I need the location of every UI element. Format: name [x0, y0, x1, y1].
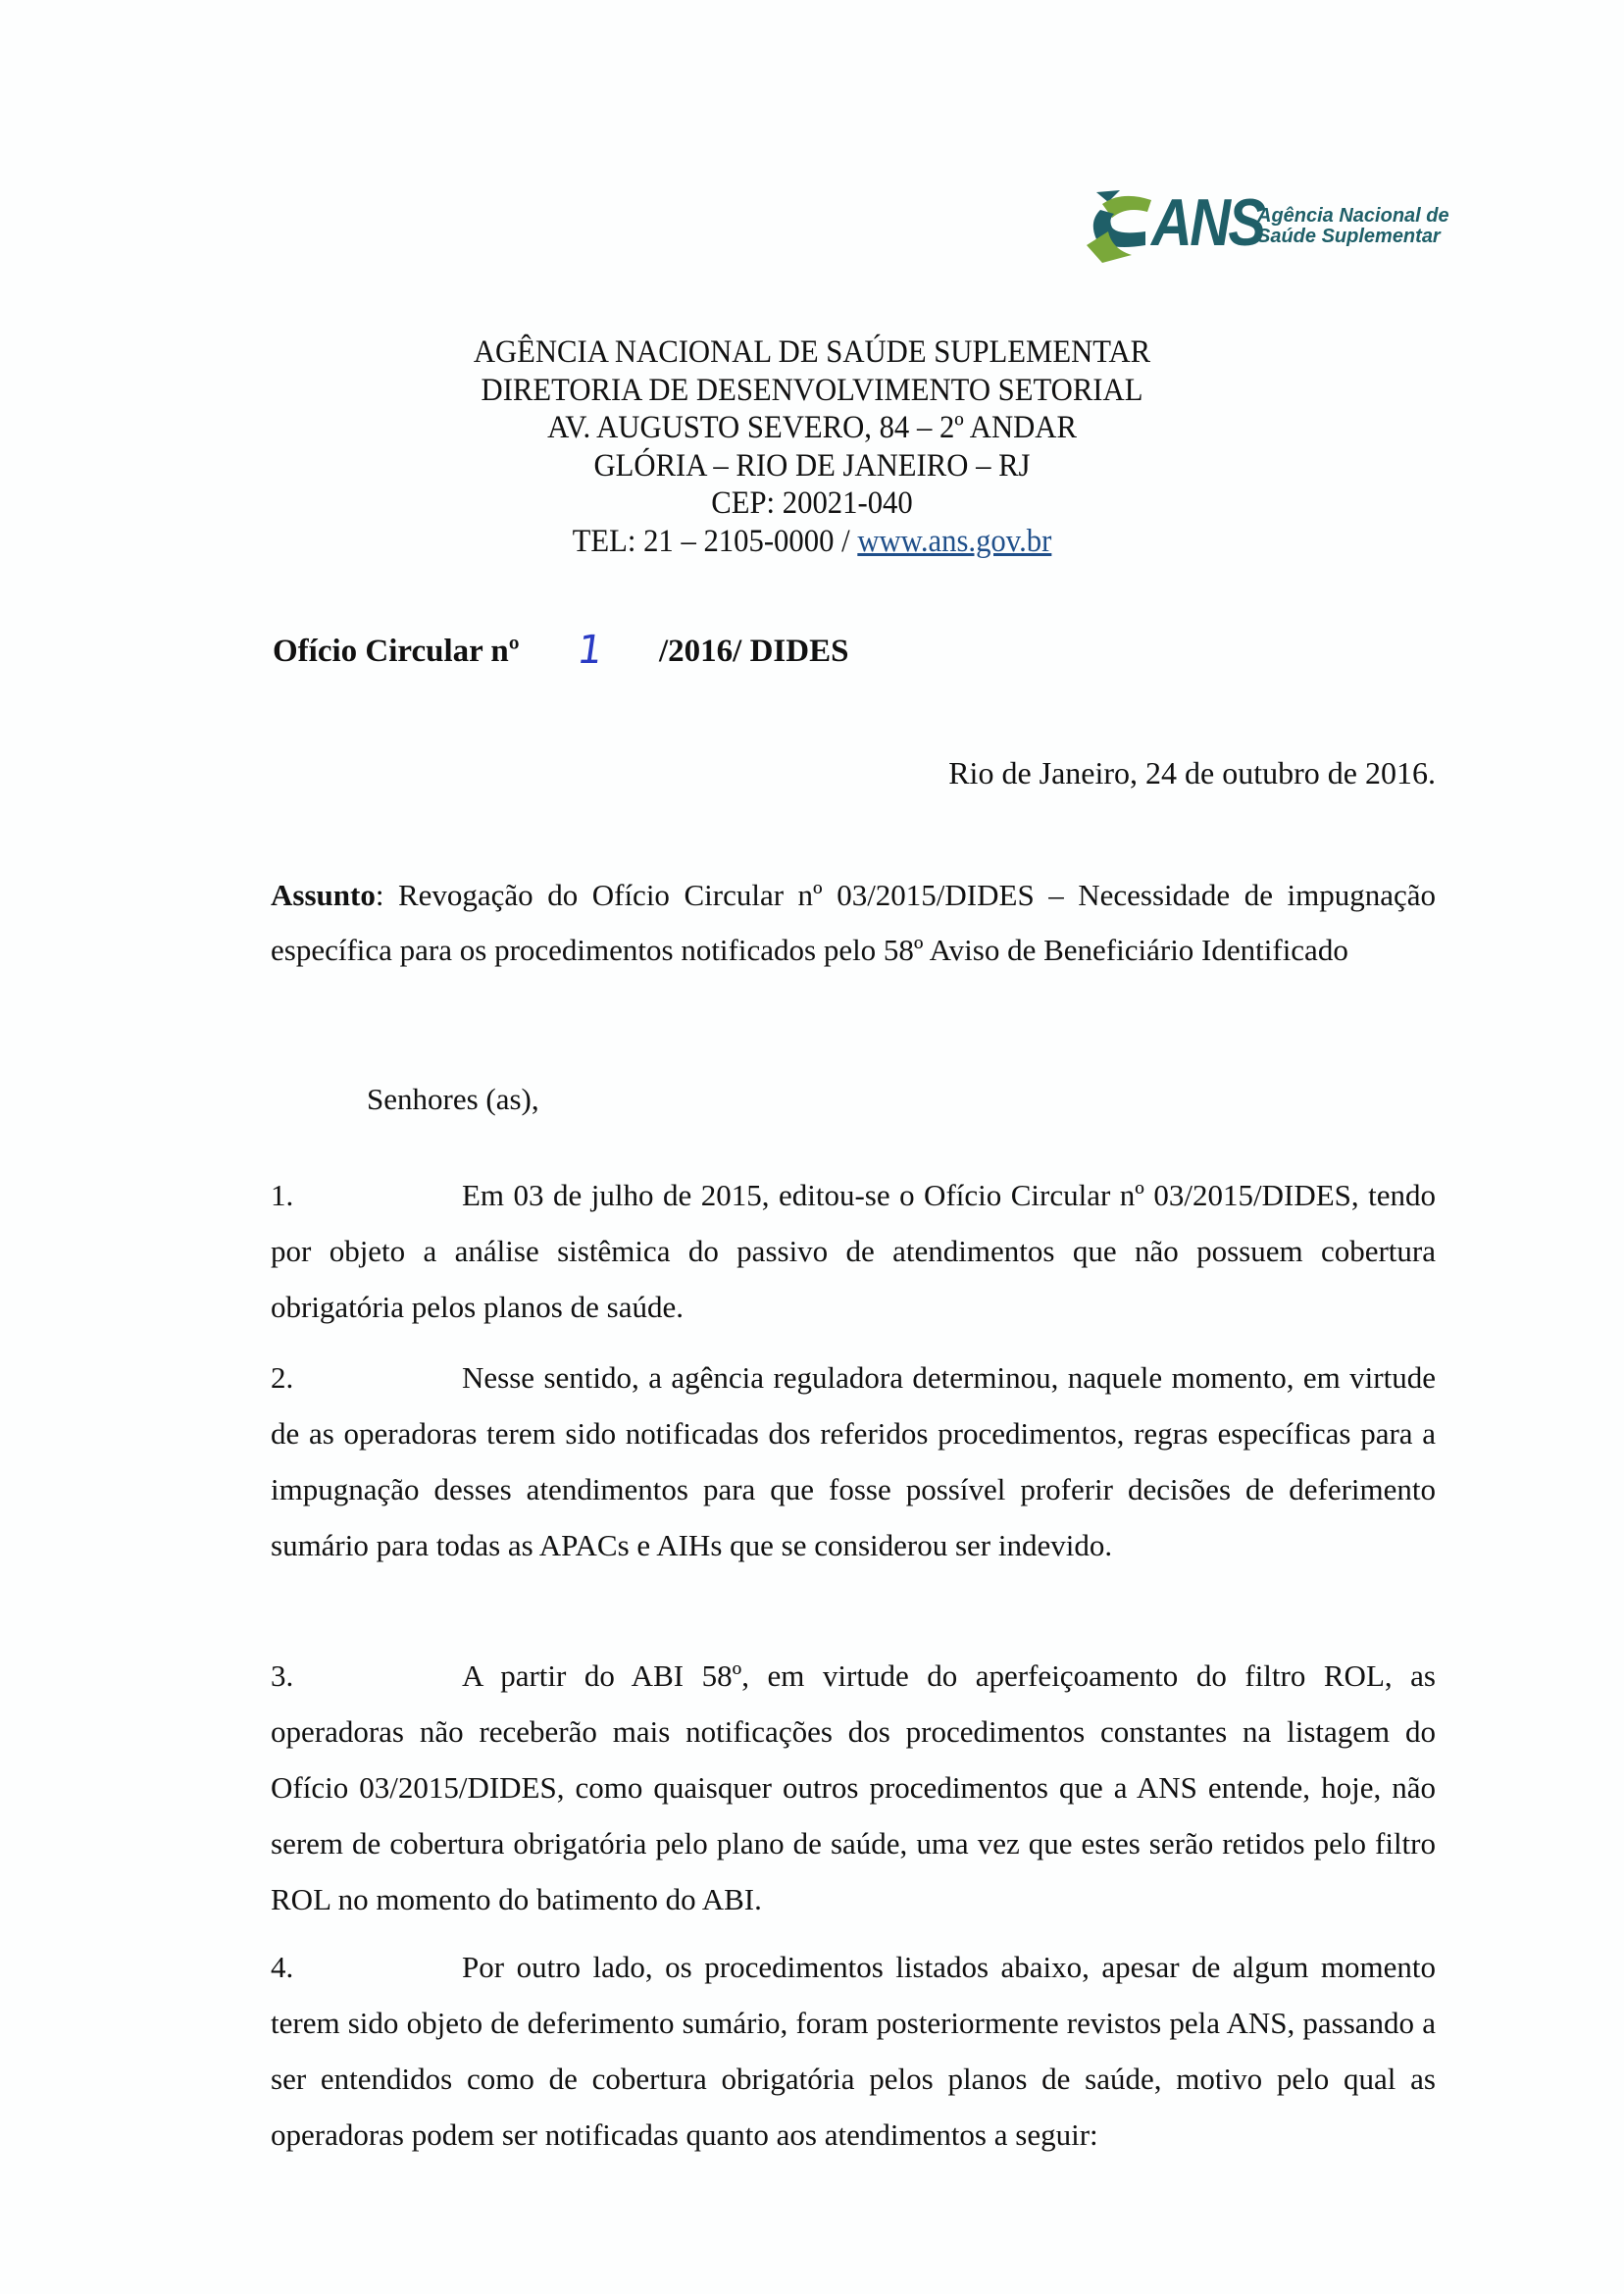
website-link[interactable]: www.ans.gov.br [857, 523, 1052, 559]
ans-logo [1083, 185, 1455, 267]
paragraph-text: Por outro lado, os procedimentos listados abaixo, apesar de algum momento terem sido objeto de deferimento sumário, foram posteriormente revistos pela ANS, passando a ser entendidos como de cobertura obrigatória pelos planos de saúde, motivo pelo qual as operadoras podem ser notificadas quanto aos atendimentos a seguir: [271, 1950, 1436, 2152]
date-line: Rio de Janeiro, 24 de outubro de 2016. [948, 755, 1436, 790]
paragraph-1 [271, 1167, 1436, 1335]
oficio-suffix: /2016/ DIDES [659, 634, 849, 669]
paragraph-index: 3. [271, 1658, 294, 1693]
oficio-label: Ofício Circular nº [273, 634, 520, 669]
subject-label: Assunto [271, 878, 376, 912]
ans-swoosh-icon [1083, 188, 1151, 267]
header-tel: TEL: 21 – 2105-0000 / [572, 523, 858, 559]
logo-acronym: ANS [1151, 185, 1264, 260]
header-contact [57, 523, 1567, 561]
header-city: GLÓRIA – RIO DE JANEIRO – RJ [593, 447, 1031, 484]
header-agency: AGÊNCIA NACIONAL DE SAÚDE SUPLEMENTAR [473, 334, 1151, 370]
logo-line-1: Agência Nacional de [1257, 205, 1449, 227]
letterhead-address [57, 333, 1567, 560]
subject-text: : Revogação do Ofício Circular nº 03/2015/DIDES – Necessidade de impugnação específica para os procedimentos notificados pelo 58º Aviso de Beneficiário Identificado [271, 878, 1436, 967]
paragraph-index: 1. [271, 1178, 294, 1212]
header-street: AV. AUGUSTO SEVERO, 84 – 2º ANDAR [547, 410, 1077, 445]
logo-subtitle [1257, 206, 1449, 247]
paragraph-index: 2. [271, 1360, 294, 1395]
paragraph-text: Nesse sentido, a agência reguladora determinou, naquele momento, em virtude de as operadoras terem sido notificadas dos referidos procedimentos, regras específicas para a impugnação desses atendimentos para que fosse possível proferir decisões de deferimento sumário para todas as APACs e AIHs que se considerou ser indevido. [271, 1360, 1436, 1562]
header-directorate: DIRETORIA DE DESENVOLVIMENTO SETORIAL [481, 372, 1143, 408]
logo-line-2: Saúde Suplementar [1257, 226, 1441, 247]
subject [271, 868, 1436, 978]
paragraph-index: 4. [271, 1950, 294, 1984]
paragraph-text: A partir do ABI 58º, em virtude do aperfeiçoamento do filtro ROL, as operadoras não receberão mais notificações dos procedimentos constantes na listagem do Ofício 03/2015/DIDES, como quaisquer outros procedimentos que a ANS entende, hoje, não serem de cobertura obrigatória pelo plano de saúde, uma vez que estes serão retidos pelo filtro ROL no momento do batimento do ABI. [271, 1658, 1436, 1916]
salutation: Senhores (as), [367, 1082, 539, 1116]
handwritten-number: 1 [574, 628, 606, 673]
paragraph-3 [271, 1648, 1436, 1927]
paragraph-text: Em 03 de julho de 2015, editou-se o Ofício Circular nº 03/2015/DIDES, tendo por objeto a análise sistêmica do passivo de atendimentos que não possuem cobertura obrigatória pelos planos de saúde. [271, 1178, 1436, 1324]
oficio-title [273, 628, 849, 673]
header-cep: CEP: 20021-040 [711, 485, 913, 521]
paragraph-2 [271, 1350, 1436, 1573]
paragraph-4 [271, 1939, 1436, 2163]
